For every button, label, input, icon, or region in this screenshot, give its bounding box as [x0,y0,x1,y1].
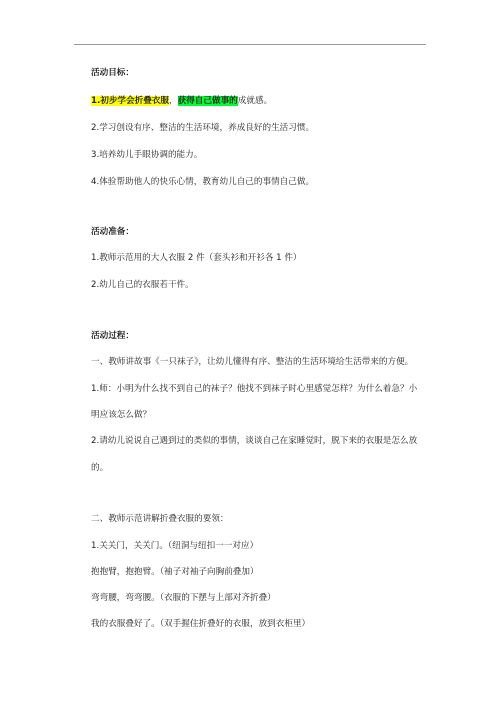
process-paragraph-5: 1.关关门，关关门。（纽洞与纽扣一一对应） [91,541,259,551]
process-paragraph-1: 一、教师讲故事《一只袜子》，让幼儿懂得有序、整洁的生活环境给生活带来的方便。 [91,357,414,367]
goal-item-4: 4.体验帮助他人的快乐心情，教育幼儿自己的事情自己做。 [91,177,315,187]
prep-item-2: 2.幼儿自己的衣服若干件。 [91,280,194,290]
process-paragraph-3-line-2: 的。 [91,463,109,473]
process-paragraph-7: 弯弯腰，弯弯腰。（衣服的下摆与上部对齐折叠） [91,593,276,603]
goal-item-1-part-c: 获得自己做事的 [177,96,238,106]
process-heading: 活动过程： [91,331,134,341]
goal-item-2: 2.学习创设有序、整洁的生活环境，养成良好的生活习惯。 [91,123,315,133]
goals-heading: 活动目标： [91,68,134,78]
process-paragraph-2-line-1: 1.师：小明为什么找不到自己的袜子？他找不到袜子时心里感觉怎样？为什么着急？小 [91,384,418,394]
goal-item-1-part-d: 成就感。 [237,96,273,106]
process-paragraph-3-line-1: 2.请幼儿说说自己遇到过的类似的事情，谈谈自己在家睡觉时，脱下来的衣服是怎么放 [91,436,418,446]
process-paragraph-4: 二、教师示范讲解折叠衣服的要领： [91,514,229,524]
process-paragraph-6: 抱抱臂，抱抱臂。（袖子对袖子向胸前叠加） [91,567,259,577]
process-paragraph-8: 我的衣服叠好了。（双手握住折叠好的衣服，放到衣柜里） [91,619,311,629]
prep-heading: 活动准备： [91,227,134,237]
goal-item-1-part-b: ， [169,96,178,106]
goal-item-3: 3.培养幼儿手眼协调的能力。 [91,150,203,160]
goal-item-1 [91,95,431,107]
top-divider [74,44,426,45]
prep-item-1: 1.教师示范用的大人衣服 2 件（套头衫和开衫各 1 件） [91,253,302,263]
process-paragraph-2-line-2: 明应该怎么做？ [91,410,152,420]
goal-item-1-part-a: 1.初步学会折叠衣服 [91,96,169,106]
